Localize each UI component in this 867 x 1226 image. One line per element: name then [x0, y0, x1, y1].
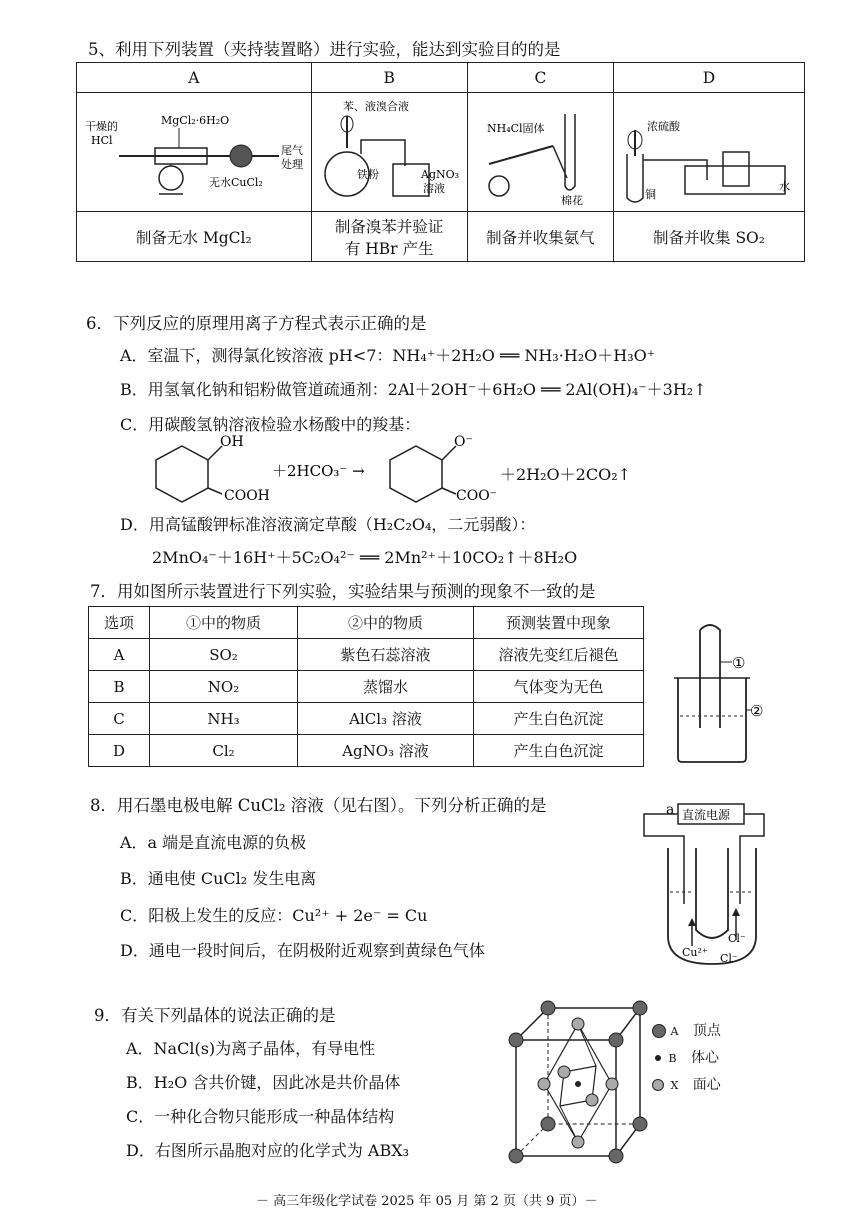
q7-header-substance-2: ②中的物质	[298, 607, 474, 639]
q6-option-c: C．用碳酸氢钠溶液检验水杨酸中的羧基：	[120, 415, 421, 434]
table-cell: B	[89, 671, 150, 703]
apparatus-a-diagram	[79, 94, 309, 206]
table-cell: 产生白色沉淀	[474, 703, 644, 735]
q6-option-a: A．室温下，测得氯化铵溶液 pH<7：NH₄⁺＋2H₂O ══ NH₃·H₂O＋H₃O⁺	[120, 346, 656, 365]
svg-text:a: a	[666, 802, 675, 818]
svg-text:Cu²⁺: Cu²⁺	[682, 946, 708, 959]
q7-stem: 7．用如图所示装置进行下列实验，实验结果与预测的现象不一致的是	[90, 582, 596, 601]
q6-option-d: D．用高锰酸钾标准溶液滴定草酸（H₂C₂O₄，二元弱酸）：	[120, 515, 536, 534]
table-cell: 蒸馏水	[298, 671, 474, 703]
q5-caption-b: 制备溴苯并验证 有 HBr 产生	[311, 212, 467, 262]
table-cell: 产生白色沉淀	[474, 735, 644, 767]
svg-text:铜: 铜	[645, 188, 656, 201]
svg-text:水: 水	[779, 180, 790, 193]
q9-option-c: C．一种化合物只能形成一种晶体结构	[126, 1107, 395, 1126]
svg-text:NH₄Cl固体: NH₄Cl固体	[487, 122, 545, 135]
q9-stem: 9．有关下列晶体的说法正确的是	[94, 1006, 336, 1025]
svg-text:AgNO₃: AgNO₃	[421, 168, 460, 181]
svg-text:MgCl₂·6H₂O: MgCl₂·6H₂O	[160, 114, 229, 127]
q5-caption-c: 制备并收集氨气	[467, 212, 613, 262]
table-cell: D	[89, 735, 150, 767]
q5-figure-c	[467, 93, 613, 212]
q7-header-phenomenon: 预测装置中现象	[474, 607, 644, 639]
q8-option-c: C．阳极上发生的反应：Cu²⁺ + 2e⁻ = Cu	[120, 906, 428, 925]
table-cell: AlCl₃ 溶液	[298, 703, 474, 735]
table-cell: 气体变为无色	[474, 671, 644, 703]
q6-option-d-equation: 2MnO₄⁻＋16H⁺＋5C₂O₄²⁻ ══ 2Mn²⁺＋10CO₂↑＋8H₂O	[152, 548, 578, 567]
svg-text:尾气: 尾气	[280, 144, 303, 157]
table-cell: NH₃	[150, 703, 298, 735]
svg-text:浓硫酸: 浓硫酸	[647, 120, 680, 133]
q5-header-b: B	[311, 63, 467, 93]
table-cell: 溶液先变红后褪色	[474, 639, 644, 671]
q5-header-c: C	[467, 63, 613, 93]
q7-table	[88, 606, 644, 767]
svg-text:①: ①	[732, 654, 746, 672]
page-footer: － 高三年级化学试卷 2025 年 05 月 第 2 页（共 9 页）－	[256, 1194, 598, 1209]
unit-cell-diagram	[500, 996, 652, 1176]
apparatus-c-diagram	[469, 94, 611, 206]
svg-text:COO⁻: COO⁻	[456, 488, 498, 504]
q9-option-a: A．NaCl(s)为离子晶体，有导电性	[126, 1039, 376, 1058]
table-row	[89, 639, 644, 671]
q8-stem: 8．用石墨电极电解 CuCl₂ 溶液（见右图）。下列分析正确的是	[90, 796, 547, 815]
svg-text:直流电源: 直流电源	[682, 808, 731, 822]
svg-text:铁粉: 铁粉	[357, 168, 380, 181]
table-cell: A	[89, 639, 150, 671]
q5-figure-d	[614, 93, 805, 212]
q7-header-substance-1: ①中的物质	[150, 607, 298, 639]
table-cell: NO₂	[150, 671, 298, 703]
face-center-atom-icon	[652, 1079, 664, 1091]
legend-item-x: X 面心	[652, 1072, 721, 1099]
corner-atom-icon	[652, 1024, 666, 1038]
q5-caption-d: 制备并收集 SO₂	[614, 212, 805, 262]
q8-option-d: D．通电一段时间后，在阴极附近观察到黄绿色气体	[120, 941, 485, 960]
table-cell: AgNO₃ 溶液	[298, 735, 474, 767]
gas-tube-beaker-diagram	[672, 620, 782, 770]
table-row	[89, 735, 644, 767]
q9-option-b: B．H₂O 含共价键，因此冰是共价晶体	[126, 1073, 401, 1092]
svg-text:OH: OH	[220, 434, 244, 450]
svg-text:棉花: 棉花	[561, 194, 584, 206]
body-center-atom-icon	[655, 1055, 661, 1061]
q5-table	[76, 62, 805, 262]
svg-text:处理: 处理	[280, 158, 303, 171]
svg-text:HCl: HCl	[90, 134, 113, 147]
q7-header-option: 选项	[89, 607, 150, 639]
table-cell: 紫色石蕊溶液	[298, 639, 474, 671]
table-cell: Cl₂	[150, 735, 298, 767]
svg-text:O⁻: O⁻	[454, 434, 473, 450]
q5-header-a: A	[77, 63, 312, 93]
q8-option-a: A．a 端是直流电源的负极	[120, 833, 307, 852]
q5-caption-a: 制备无水 MgCl₂	[77, 212, 312, 262]
svg-text:无水CuCl₂: 无水CuCl₂	[208, 176, 263, 189]
svg-text:溶液: 溶液	[423, 182, 446, 195]
apparatus-d-diagram	[615, 94, 803, 206]
table-row	[89, 671, 644, 703]
q5-header-d: D	[614, 63, 805, 93]
legend-item-b: B 体心	[652, 1045, 721, 1072]
q9-option-d: D．右图所示晶胞对应的化学式为 ABX₃	[126, 1141, 410, 1160]
q8-option-b: B．通电使 CuCl₂ 发生电离	[120, 869, 317, 888]
q5-stem: 5、利用下列装置（夹持装置略）进行实验，能达到实验目的的是	[88, 40, 561, 59]
unit-cell-legend	[652, 1018, 721, 1099]
q5-figure-b	[311, 93, 467, 212]
svg-text:＋2HCO₃⁻ →: ＋2HCO₃⁻ →	[272, 462, 365, 480]
svg-text:苯、液溴合液: 苯、液溴合液	[343, 100, 410, 113]
q6-option-c-products: ＋2H₂O＋2CO₂↑	[500, 465, 632, 484]
svg-text:②: ②	[750, 702, 764, 720]
table-cell: C	[89, 703, 150, 735]
q5-figure-a	[77, 93, 312, 212]
q6-stem: 6．下列反应的原理用离子方程式表示正确的是	[86, 314, 427, 333]
svg-text:Cl⁻: Cl⁻	[720, 952, 738, 965]
table-cell: SO₂	[150, 639, 298, 671]
table-row	[89, 703, 644, 735]
apparatus-b-diagram	[313, 94, 465, 206]
svg-text:干燥的: 干燥的	[84, 120, 118, 133]
electrolysis-u-tube-diagram	[640, 796, 770, 972]
svg-text:COOH: COOH	[224, 488, 270, 504]
svg-text:Cl⁻: Cl⁻	[728, 932, 746, 945]
legend-item-a: A 顶点	[652, 1018, 721, 1045]
q6-option-b: B．用氢氧化钠和铝粉做管道疏通剂：2Al＋2OH⁻＋6H₂O ══ 2Al(OH)₄⁻＋3H₂↑	[120, 380, 707, 399]
